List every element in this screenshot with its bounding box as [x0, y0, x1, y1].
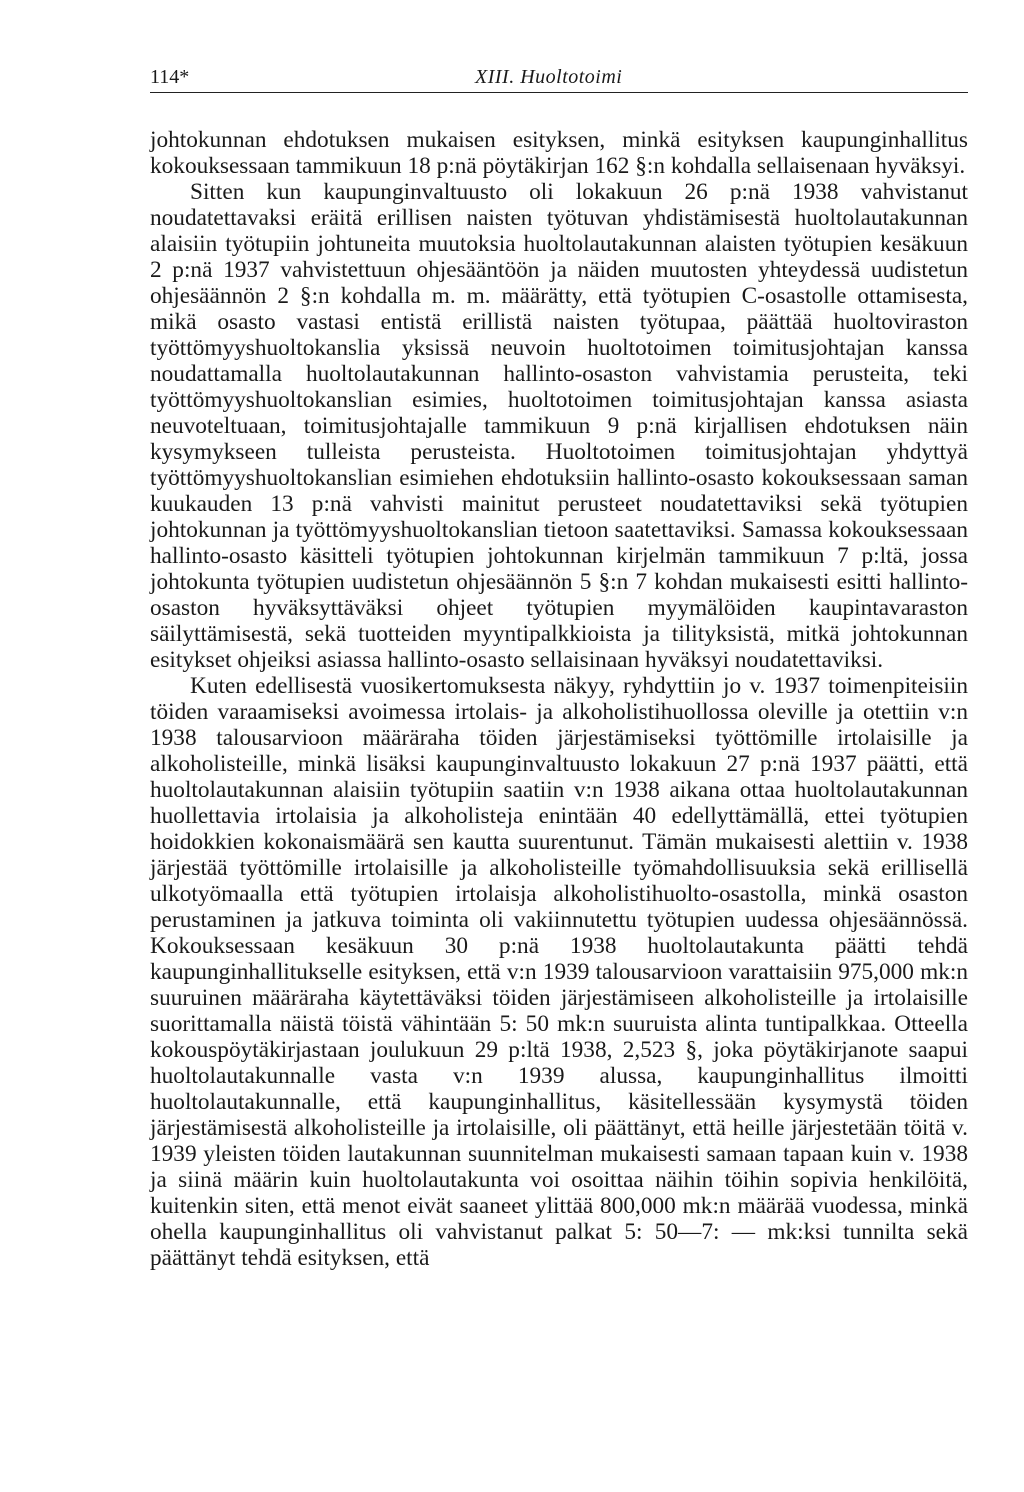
page-number: 114* — [150, 66, 190, 88]
page-header — [150, 62, 968, 93]
paragraph: Kuten edellisestä vuosikertomuksesta näkyy, ryhdyttiin jo v. 1937 toimenpiteisiin töiden varaamiseksi avoimessa irtolais- ja alkoholistihuollossa oleville ja otettiin v:n 1938 talousarvioon määräraha töiden järjestämiseksi työttömille irtolaisille ja alkoholisteille, minkä lisäksi kaupunginvaltuusto lokakuun 27 p:nä 1937 päätti, että huoltolautakunnan alaisiin työtupiin saatiin v:n 1938 aikana ottaa huoltolautakunnan huollettavia irtolaisia ja alkoholisteja enintään 40 edellyttämällä, ettei työtupien hoidokkien kokonaismäärä sen kautta suurentunut. Tämän mukaisesti alettiin v. 1938 järjestää työttömille irtolaisille ja alkoholisteille työmahdollisuuksia sekä erillisellä ulkotyömaalla että työtupien irtolaisja alkoholistihuolto-osastolla, minkä osaston perustaminen ja jatkuva toiminta oli vakiinnutettu työtupien uudessa ohjesäännössä. Kokouksessaan kesäkuun 30 p:nä 1938 huoltolautakunta päätti tehdä kaupunginhallitukselle esityksen, että v:n 1939 talousarvioon varattaisiin 975,000 mk:n suuruinen määräraha käytettäväksi töiden järjestämiseen alkoholisteille ja irtolaisille suorittamalla näistä töistä vähintään 5: 50 mk:n suuruista alinta tuntipalkkaa. Otteella kokouspöytäkirjastaan joulukuun 29 p:ltä 1938, 2,523 §, joka pöytäkirjanote saapui huoltolautakunnalle vasta v:n 1939 alussa, kaupunginhallitus ilmoitti huoltolautakunnalle, että kaupunginhallitus, käsitellessään kysymystä töiden järjestämisestä alkoholisteille ja irtolaisille, oli päättänyt, että heille järjestetään töitä v. 1939 yleisten töiden lautakunnan suunnitelman mukaisesti samaan tapaan kuin v. 1938 ja siinä määrin kuin huoltolautakunta voi osoittaa näihin töihin sopivia henkilöitä, kuitenkin siten, että menot eivät saaneet ylittää 800,000 mk:n määrää vuodessa, minkä ohella kaupunginhallitus oli vahvistanut palkat 5: 50—7: — mk:ksi tunnilta sekä päättänyt tehdä esityksen, että — [150, 673, 968, 1271]
running-title: XIII. Huoltotoimi — [475, 66, 623, 88]
body-text — [150, 127, 968, 1271]
document-page — [150, 62, 968, 1271]
paragraph-continuation: johtokunnan ehdotuksen mukaisen esityksen, minkä esityksen kaupunginhallitus kokouksessaan tammikuun 18 p:nä pöytäkirjan 162 §:n kohdalla sellaisenaan hyväksyi. — [150, 127, 968, 179]
paragraph: Sitten kun kaupunginvaltuusto oli lokakuun 26 p:nä 1938 vahvistanut noudatettavaksi eräitä erillisen naisten työtuvan yhdistämisestä huoltolautakunnan alaisiin työtupiin johtuneita muutoksia huoltolautakunnan alaisten työtupien kesäkuun 2 p:nä 1937 vahvistettuun ohjesääntöön ja näiden muutosten yhteydessä uudistetun ohjesäännön 2 §:n kohdalla m. m. määrätty, että työtupien C-osastolle ottamisesta, mikä osasto vastasi entistä erillistä naisten työtupaa, päättää huoltoviraston työttömyyshuoltokanslia yksissä neuvoin huoltotoimen toimitusjohtajan kanssa noudattamalla huoltolautakunnan hallinto-osaston vahvistamia perusteita, teki työttömyyshuoltokanslian esimies, huoltotoimen toimitusjohtajan kanssa asiasta neuvoteltuaan, toimitusjohtajalle tammikuun 9 p:nä kirjallisen ehdotuksen näin kysymykseen tulleista perusteista. Huoltotoimen toimitusjohtajan yhdyttyä työttömyyshuoltokanslian esimiehen ehdotuksiin hallinto-osasto kokouksessaan saman kuukauden 13 p:nä vahvisti mainitut perusteet noudatettaviksi sekä työtupien johtokunnan ja työttömyyshuoltokanslian tietoon saatettaviksi. Samassa kokouksessaan hallinto-osasto käsitteli työtupien johtokunnan kirjelmän tammikuun 7 p:ltä, jossa johtokunta työtupien uudistetun ohjesäännön 5 §:n 7 kohdan mukaisesti esitti hallinto-osaston hyväksyttäväksi ohjeet työtupien myymälöiden kaupintavaraston säilyttämisestä, sekä tuotteiden myyntipalkkioista ja tilityksistä, mitkä johtokunnan esitykset ohjeiksi asiassa hallinto-osasto sellaisinaan hyväksyi noudatettaviksi. — [150, 179, 968, 673]
